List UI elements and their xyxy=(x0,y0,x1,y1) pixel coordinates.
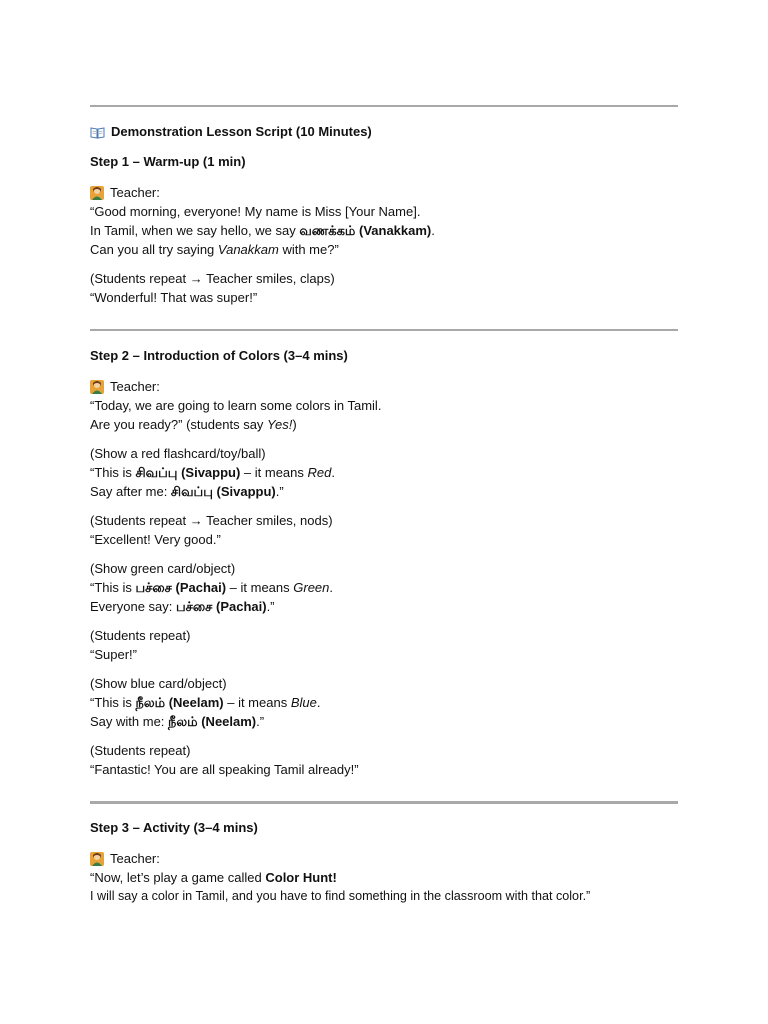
section-step3 xyxy=(90,818,690,906)
sivappu-term-2: சிவப்பு (Sivappu) xyxy=(170,484,276,499)
vanakkam-term: வணக்கம் (Vanakkam) xyxy=(299,223,432,238)
red-show-line: (Show a red flashcard/toy/ball) xyxy=(90,446,266,461)
step3-heading: Step 3 – Activity (3–4 mins) xyxy=(90,820,258,835)
pachai-term: பச்சை (Pachai) xyxy=(135,580,227,595)
teacher-icon xyxy=(90,380,104,394)
step1-line2-text: In Tamil, when we say hello, we say xyxy=(90,223,300,238)
step2-heading: Step 2 – Introduction of Colors (3–4 mins) xyxy=(90,348,348,363)
sivappu-term: சிவப்பு (Sivappu) xyxy=(135,465,241,480)
step3-line1-text: “Now, let’s play a game called xyxy=(90,870,266,885)
blue-say-end: .” xyxy=(256,714,265,729)
yes-italic: Yes! xyxy=(267,417,293,432)
praise-line-1: “Excellent! Very good.” xyxy=(90,532,221,547)
neelam-term: நீலம் (Neelam) xyxy=(135,695,224,710)
blue-means-text: – it means xyxy=(223,695,291,710)
green-this-text: “This is xyxy=(90,580,136,595)
step2-line2-text: Are you ready?” (students say xyxy=(90,417,268,432)
vanakkam-italic: Vanakkam xyxy=(217,242,279,257)
red-word: Red xyxy=(307,465,332,480)
divider-step2 xyxy=(90,329,678,331)
repeat-line-1: (Students repeat → Teacher smiles, nods) xyxy=(90,513,333,528)
repeat-line-2: (Students repeat) xyxy=(90,628,191,643)
red-say-text: Say after me: xyxy=(90,484,171,499)
green-show-line: (Show green card/object) xyxy=(90,561,236,576)
step2-line1: “Today, we are going to learn some colors in Tamil. xyxy=(90,398,382,413)
praise-line-3: “Fantastic! You are all speaking Tamil already!” xyxy=(90,762,359,777)
step3-line2: I will say a color in Tamil, and you have to find something in the classroom with that color.” xyxy=(90,889,591,903)
doc-title-text: Demonstration Lesson Script (10 Minutes) xyxy=(111,124,372,139)
green-this-end: . xyxy=(329,580,334,595)
step1-line3 xyxy=(90,240,690,259)
blue-this-text: “This is xyxy=(90,695,136,710)
red-say-line xyxy=(90,482,690,501)
neelam-term-2: நீலம் (Neelam) xyxy=(168,714,257,729)
divider-step3 xyxy=(90,801,678,804)
step1-line2 xyxy=(90,221,690,240)
teacher-label: Teacher: xyxy=(110,379,160,394)
step1-heading: Step 1 – Warm-up (1 min) xyxy=(90,154,246,169)
red-means-text: – it means xyxy=(240,465,308,480)
step1-line2-end: . xyxy=(431,223,435,238)
color-hunt-term: Color Hunt! xyxy=(265,870,337,885)
repeat-line-3: (Students repeat) xyxy=(90,743,191,758)
step2-line2-end: ) xyxy=(292,417,297,432)
section-step1 xyxy=(90,122,690,307)
green-say-text: Everyone say: xyxy=(90,599,176,614)
red-say-end: .” xyxy=(275,484,284,499)
red-this-line xyxy=(90,463,690,482)
step1-line4: (Students repeat → Teacher smiles, claps) xyxy=(90,271,335,286)
step1-teacher-line xyxy=(90,183,690,202)
green-say-line xyxy=(90,597,690,616)
section-step2 xyxy=(90,346,690,779)
doc-title xyxy=(90,122,690,141)
step2-teacher-line xyxy=(90,377,690,396)
blue-show-line: (Show blue card/object) xyxy=(90,676,227,691)
teacher-label: Teacher: xyxy=(110,851,160,866)
red-this-text: “This is xyxy=(90,465,136,480)
blue-say-text: Say with me: xyxy=(90,714,169,729)
step3-teacher-line xyxy=(90,849,690,868)
green-word: Green xyxy=(293,580,330,595)
red-this-end: . xyxy=(331,465,335,480)
green-this-line xyxy=(90,578,690,597)
step1-line5: “Wonderful! That was super!” xyxy=(90,290,258,305)
blue-this-line xyxy=(90,693,690,712)
step2-line2 xyxy=(90,415,690,434)
teacher-icon xyxy=(90,186,104,200)
step1-line1: “Good morning, everyone! My name is Miss [Your Name]. xyxy=(90,204,421,219)
blue-this-end: . xyxy=(316,695,321,710)
teacher-label: Teacher: xyxy=(110,185,160,200)
blue-word: Blue xyxy=(290,695,317,710)
pachai-term-2: பச்சை (Pachai) xyxy=(176,599,267,614)
step3-line1 xyxy=(90,868,690,887)
blue-say-line xyxy=(90,712,690,731)
open-book-icon xyxy=(90,125,105,138)
divider-top xyxy=(90,105,678,107)
green-means-text: – it means xyxy=(226,580,294,595)
step1-line3-text: Can you all try saying xyxy=(90,242,218,257)
green-say-end: .” xyxy=(266,599,275,614)
teacher-icon xyxy=(90,852,104,866)
praise-line-2: “Super!” xyxy=(90,647,137,662)
step1-line3-end: with me?” xyxy=(278,242,339,257)
